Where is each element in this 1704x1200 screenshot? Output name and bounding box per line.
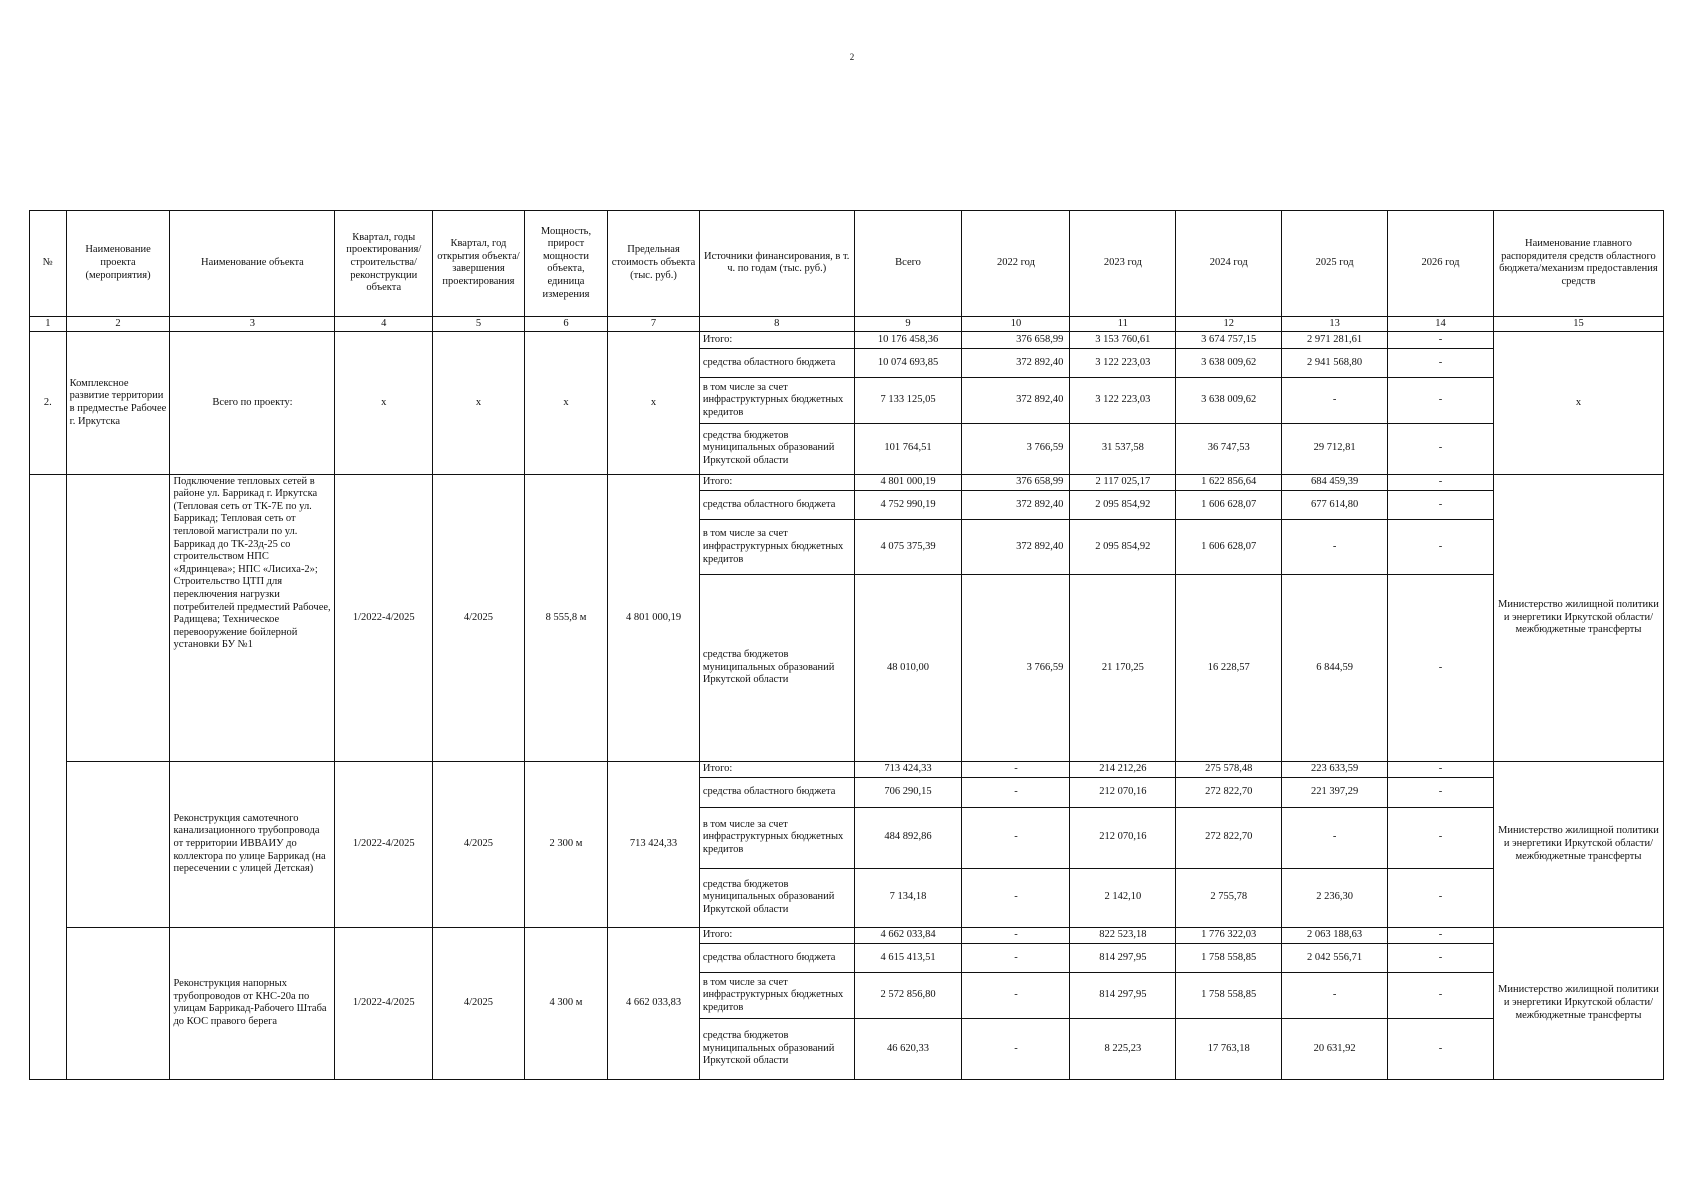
value-2023: 8 225,23 bbox=[1070, 1019, 1176, 1080]
value-total: 7 134,18 bbox=[854, 868, 962, 927]
empty-project-cell bbox=[66, 474, 170, 761]
table-row bbox=[30, 474, 1664, 490]
value-2023: 212 070,16 bbox=[1070, 778, 1176, 807]
header-cell: 2026 год bbox=[1388, 211, 1494, 317]
value-total: 706 290,15 bbox=[854, 778, 962, 807]
column-number: 9 bbox=[854, 316, 962, 332]
column-number: 2 bbox=[66, 316, 170, 332]
funding-source: в том числе за счет инфраструктурных бюджетных кредитов bbox=[699, 807, 854, 868]
value-2022: - bbox=[962, 1019, 1070, 1080]
design-period: 1/2022-4/2025 bbox=[335, 762, 433, 928]
value-2026: - bbox=[1388, 423, 1494, 474]
value-2023: 214 212,26 bbox=[1070, 762, 1176, 778]
value-2025: - bbox=[1282, 520, 1388, 575]
header-cell: Источники финансирования, в т. ч. по годам (тыс. руб.) bbox=[699, 211, 854, 317]
value-total: 2 572 856,80 bbox=[854, 973, 962, 1019]
object-name: Подключение тепловых сетей в районе ул. Баррикад г. Иркутска (Тепловая сеть от ТК-7Е по ул. Баррикад; Тепловая сеть от тепловой магистрали по ул. Баррикад до ТК-23д-25 со строительством НПС «Ядринцева»; НПС «Лисиха-2»; Строительство ЦТП для переключения нагрузки потребителей предместий Рабочее, Радищева; Техническое перевооружение бойлерной установки БУ №1 bbox=[170, 474, 335, 761]
value-2024: 272 822,70 bbox=[1176, 807, 1282, 868]
object-name: Всего по проекту: bbox=[170, 332, 335, 474]
funding-source: в том числе за счет инфраструктурных бюджетных кредитов bbox=[699, 520, 854, 575]
column-number-row bbox=[30, 316, 1664, 332]
value-2023: 2 117 025,17 bbox=[1070, 474, 1176, 490]
value-2025: 2 042 556,71 bbox=[1282, 943, 1388, 972]
max-cost: 713 424,33 bbox=[608, 762, 700, 928]
value-2025: 2 236,30 bbox=[1282, 868, 1388, 927]
value-2024: 3 638 009,62 bbox=[1176, 378, 1282, 424]
funding-source: средства бюджетов муниципальных образований Иркутской области bbox=[699, 423, 854, 474]
value-2024: 1 758 558,85 bbox=[1176, 943, 1282, 972]
design-period: 1/2022-4/2025 bbox=[335, 474, 433, 761]
project-number: 2. bbox=[30, 332, 67, 474]
opening-date: х bbox=[433, 332, 525, 474]
header-cell: Наименование объекта bbox=[170, 211, 335, 317]
project-name: Комплексное развитие территории в предместье Рабочее г. Иркутска bbox=[66, 332, 170, 474]
value-2024: 3 638 009,62 bbox=[1176, 348, 1282, 377]
value-2024: 16 228,57 bbox=[1176, 575, 1282, 762]
header-cell: Квартал, год открытия объекта/завершения проектирования bbox=[433, 211, 525, 317]
funding-source: средства областного бюджета bbox=[699, 348, 854, 377]
column-number: 3 bbox=[170, 316, 335, 332]
value-2026: - bbox=[1388, 474, 1494, 490]
max-cost: х bbox=[608, 332, 700, 474]
column-number: 10 bbox=[962, 316, 1070, 332]
funding-source: Итого: bbox=[699, 762, 854, 778]
value-2026: - bbox=[1388, 973, 1494, 1019]
value-2024: 272 822,70 bbox=[1176, 778, 1282, 807]
value-2022: 372 892,40 bbox=[962, 490, 1070, 519]
value-total: 4 662 033,84 bbox=[854, 927, 962, 943]
value-2023: 2 142,10 bbox=[1070, 868, 1176, 927]
value-2024: 1 622 856,64 bbox=[1176, 474, 1282, 490]
header-cell: Квартал, годы проектирования/строительства/реконструкции объекта bbox=[335, 211, 433, 317]
empty-number-cell bbox=[30, 474, 67, 1079]
value-2022: - bbox=[962, 807, 1070, 868]
value-2023: 3 122 223,03 bbox=[1070, 348, 1176, 377]
design-period: 1/2022-4/2025 bbox=[335, 927, 433, 1079]
value-total: 4 752 990,19 bbox=[854, 490, 962, 519]
value-total: 7 133 125,05 bbox=[854, 378, 962, 424]
column-number: 11 bbox=[1070, 316, 1176, 332]
column-number: 1 bbox=[30, 316, 67, 332]
value-2023: 3 122 223,03 bbox=[1070, 378, 1176, 424]
value-2025: 2 971 281,61 bbox=[1282, 332, 1388, 348]
value-total: 46 620,33 bbox=[854, 1019, 962, 1080]
column-number: 12 bbox=[1176, 316, 1282, 332]
value-2023: 31 537,58 bbox=[1070, 423, 1176, 474]
funding-source: Итого: bbox=[699, 927, 854, 943]
ministry: Министерство жилищной политики и энергетики Иркутской области/ межбюджетные трансферты bbox=[1493, 927, 1663, 1079]
value-2024: 1 606 628,07 bbox=[1176, 520, 1282, 575]
table-row bbox=[30, 762, 1664, 778]
value-2025: - bbox=[1282, 378, 1388, 424]
header-cell: Предельная стоимость объекта (тыс. руб.) bbox=[608, 211, 700, 317]
funding-source: Итого: bbox=[699, 474, 854, 490]
column-number: 13 bbox=[1282, 316, 1388, 332]
header-cell: 2022 год bbox=[962, 211, 1070, 317]
value-2024: 1 606 628,07 bbox=[1176, 490, 1282, 519]
value-2022: 372 892,40 bbox=[962, 348, 1070, 377]
value-2022: - bbox=[962, 943, 1070, 972]
header-cell: 2025 год bbox=[1282, 211, 1388, 317]
value-2026: - bbox=[1388, 778, 1494, 807]
column-number: 7 bbox=[608, 316, 700, 332]
capacity: 4 300 м bbox=[524, 927, 607, 1079]
header-cell: Наименование главного распорядителя средств областного бюджета/механизм предоставления средств bbox=[1493, 211, 1663, 317]
value-total: 4 075 375,39 bbox=[854, 520, 962, 575]
value-2026: - bbox=[1388, 868, 1494, 927]
value-2025: 221 397,29 bbox=[1282, 778, 1388, 807]
empty-project-cell bbox=[66, 762, 170, 928]
value-total: 4 801 000,19 bbox=[854, 474, 962, 490]
column-number: 14 bbox=[1388, 316, 1494, 332]
value-2023: 822 523,18 bbox=[1070, 927, 1176, 943]
max-cost: 4 662 033,83 bbox=[608, 927, 700, 1079]
value-2024: 17 763,18 bbox=[1176, 1019, 1282, 1080]
value-2025: 20 631,92 bbox=[1282, 1019, 1388, 1080]
value-2025: 6 844,59 bbox=[1282, 575, 1388, 762]
capacity: 2 300 м bbox=[524, 762, 607, 928]
value-2026: - bbox=[1388, 1019, 1494, 1080]
header-cell: № bbox=[30, 211, 67, 317]
ministry: х bbox=[1493, 332, 1663, 474]
value-total: 48 010,00 bbox=[854, 575, 962, 762]
page-number: 2 bbox=[849, 52, 855, 62]
value-2026: - bbox=[1388, 575, 1494, 762]
value-2023: 2 095 854,92 bbox=[1070, 520, 1176, 575]
value-2026: - bbox=[1388, 807, 1494, 868]
capacity: х bbox=[524, 332, 607, 474]
ministry: Министерство жилищной политики и энергетики Иркутской области/ межбюджетные трансферты bbox=[1493, 762, 1663, 928]
opening-date: 4/2025 bbox=[433, 474, 525, 761]
value-2025: - bbox=[1282, 807, 1388, 868]
value-2024: 36 747,53 bbox=[1176, 423, 1282, 474]
value-2026: - bbox=[1388, 490, 1494, 519]
value-2022: 3 766,59 bbox=[962, 575, 1070, 762]
column-number: 6 bbox=[524, 316, 607, 332]
value-total: 10 074 693,85 bbox=[854, 348, 962, 377]
value-total: 4 615 413,51 bbox=[854, 943, 962, 972]
value-2024: 1 776 322,03 bbox=[1176, 927, 1282, 943]
table-row bbox=[30, 332, 1664, 348]
funding-source: средства областного бюджета bbox=[699, 778, 854, 807]
value-2026: - bbox=[1388, 520, 1494, 575]
value-2022: - bbox=[962, 973, 1070, 1019]
value-2025: 677 614,80 bbox=[1282, 490, 1388, 519]
opening-date: 4/2025 bbox=[433, 762, 525, 928]
value-total: 713 424,33 bbox=[854, 762, 962, 778]
funding-source: средства областного бюджета bbox=[699, 943, 854, 972]
value-2026: - bbox=[1388, 943, 1494, 972]
value-total: 10 176 458,36 bbox=[854, 332, 962, 348]
value-2023: 212 070,16 bbox=[1070, 807, 1176, 868]
table-row bbox=[30, 927, 1664, 943]
funding-source: в том числе за счет инфраструктурных бюджетных кредитов bbox=[699, 973, 854, 1019]
object-name: Реконструкция самотечного канализационного трубопровода от территории ИВВАИУ до коллектора по улице Баррикад (на пересечении с улицей Детская) bbox=[170, 762, 335, 928]
header-cell: 2024 год bbox=[1176, 211, 1282, 317]
value-total: 101 764,51 bbox=[854, 423, 962, 474]
value-2025: 684 459,39 bbox=[1282, 474, 1388, 490]
value-2023: 814 297,95 bbox=[1070, 973, 1176, 1019]
value-2023: 3 153 760,61 bbox=[1070, 332, 1176, 348]
header-row bbox=[30, 211, 1664, 317]
ministry: Министерство жилищной политики и энергетики Иркутской области/ межбюджетные трансферты bbox=[1493, 474, 1663, 761]
funding-source: средства бюджетов муниципальных образований Иркутской области bbox=[699, 1019, 854, 1080]
value-2023: 814 297,95 bbox=[1070, 943, 1176, 972]
financing-table bbox=[29, 210, 1664, 1080]
capacity: 8 555,8 м bbox=[524, 474, 607, 761]
funding-source: средства бюджетов муниципальных образований Иркутской области bbox=[699, 575, 854, 762]
value-2025: 2 941 568,80 bbox=[1282, 348, 1388, 377]
value-2024: 275 578,48 bbox=[1176, 762, 1282, 778]
value-2024: 3 674 757,15 bbox=[1176, 332, 1282, 348]
value-2022: 3 766,59 bbox=[962, 423, 1070, 474]
column-number: 5 bbox=[433, 316, 525, 332]
column-number: 15 bbox=[1493, 316, 1663, 332]
value-2026: - bbox=[1388, 378, 1494, 424]
column-number: 8 bbox=[699, 316, 854, 332]
value-2026: - bbox=[1388, 927, 1494, 943]
value-2022: 372 892,40 bbox=[962, 520, 1070, 575]
funding-source: в том числе за счет инфраструктурных бюджетных кредитов bbox=[699, 378, 854, 424]
header-cell: Всего bbox=[854, 211, 962, 317]
header-cell: Мощность, прирост мощности объекта, единица измерения bbox=[524, 211, 607, 317]
funding-source: средства областного бюджета bbox=[699, 490, 854, 519]
value-2025: 223 633,59 bbox=[1282, 762, 1388, 778]
value-2023: 2 095 854,92 bbox=[1070, 490, 1176, 519]
value-2025: 2 063 188,63 bbox=[1282, 927, 1388, 943]
object-name: Реконструкция напорных трубопроводов от КНС-20а по улицам Баррикад-Рабочего Штаба до КОС правого берега bbox=[170, 927, 335, 1079]
empty-project-cell bbox=[66, 927, 170, 1079]
value-2026: - bbox=[1388, 332, 1494, 348]
value-2024: 1 758 558,85 bbox=[1176, 973, 1282, 1019]
value-2022: 376 658,99 bbox=[962, 474, 1070, 490]
funding-source: средства бюджетов муниципальных образований Иркутской области bbox=[699, 868, 854, 927]
design-period: х bbox=[335, 332, 433, 474]
value-2022: - bbox=[962, 927, 1070, 943]
funding-source: Итого: bbox=[699, 332, 854, 348]
value-2022: 376 658,99 bbox=[962, 332, 1070, 348]
max-cost: 4 801 000,19 bbox=[608, 474, 700, 761]
value-2024: 2 755,78 bbox=[1176, 868, 1282, 927]
value-2022: - bbox=[962, 778, 1070, 807]
value-2022: - bbox=[962, 868, 1070, 927]
column-number: 4 bbox=[335, 316, 433, 332]
value-total: 484 892,86 bbox=[854, 807, 962, 868]
value-2025: - bbox=[1282, 973, 1388, 1019]
value-2025: 29 712,81 bbox=[1282, 423, 1388, 474]
header-cell: Наименование проекта (мероприятия) bbox=[66, 211, 170, 317]
value-2022: - bbox=[962, 762, 1070, 778]
value-2023: 21 170,25 bbox=[1070, 575, 1176, 762]
opening-date: 4/2025 bbox=[433, 927, 525, 1079]
value-2026: - bbox=[1388, 348, 1494, 377]
value-2026: - bbox=[1388, 762, 1494, 778]
value-2022: 372 892,40 bbox=[962, 378, 1070, 424]
header-cell: 2023 год bbox=[1070, 211, 1176, 317]
